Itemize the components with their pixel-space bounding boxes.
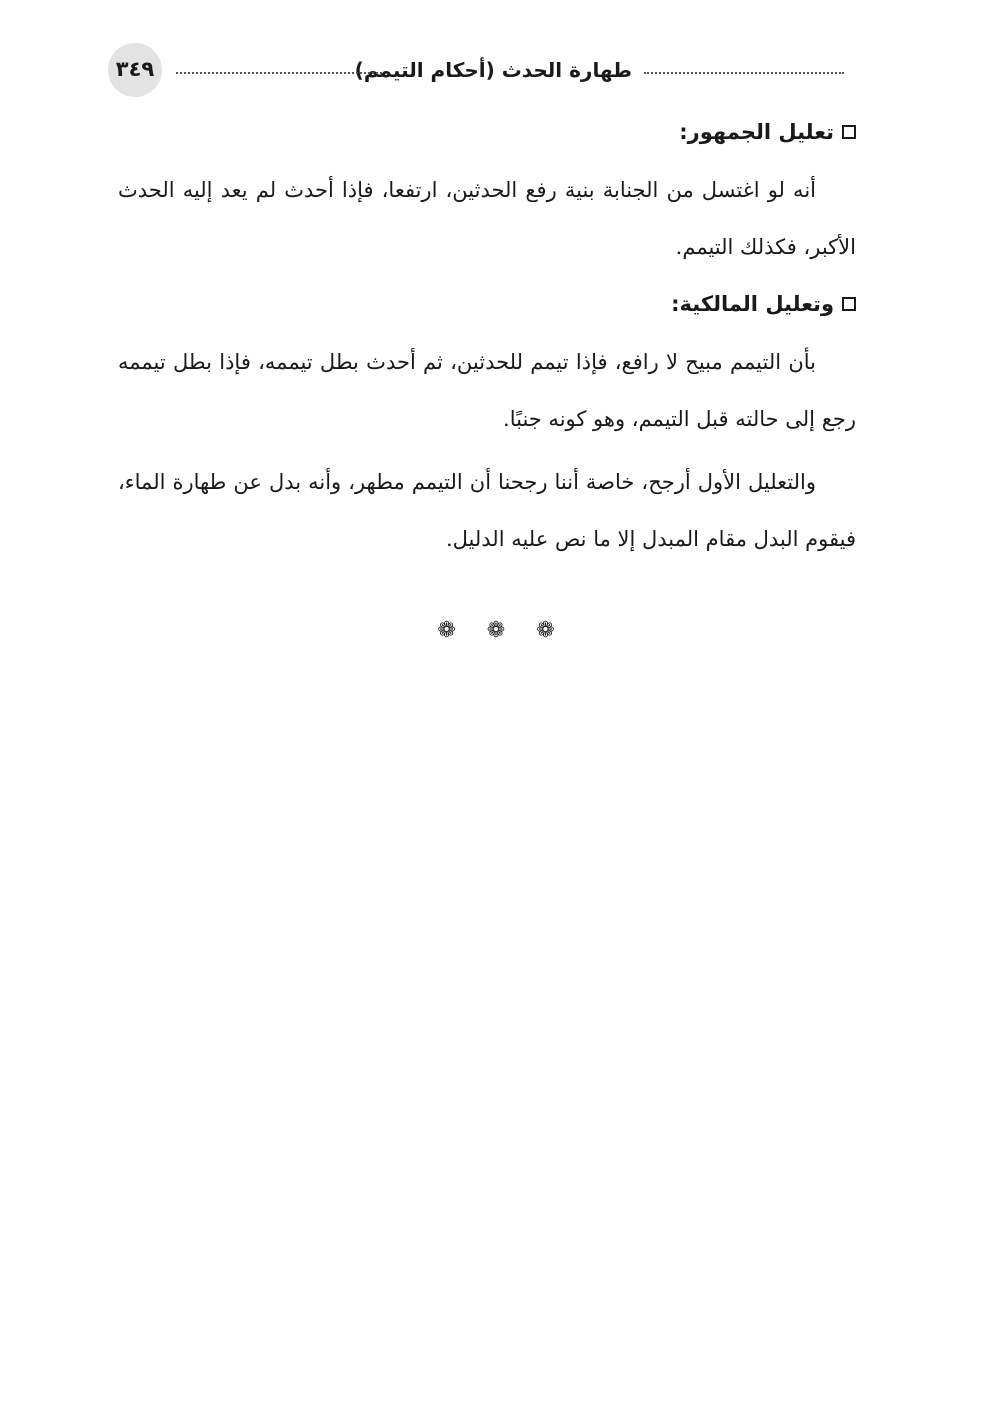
paragraph: والتعليل الأول أرجح، خاصة أننا رجحنا أن التيمم مطهر، وأنه بدل عن طهارة الماء، فيقوم البدل مقام المبدل إلا ما نص عليه الدليل. [118, 470, 856, 551]
header-dotted-leader-left [176, 72, 382, 74]
section-heading-jumhur [118, 112, 856, 152]
flower-ornament-icon: ❁ [486, 618, 518, 643]
paragraph: أنه لو اغتسل من الجنابة بنية رفع الحدثين، ارتفعا، فإذا أحدث لم يعد إليه الحدث الأكبر، فكذلك التيمم. [118, 178, 856, 259]
paragraph: بأن التيمم مبيح لا رافع، فإذا تيمم للحدثين، ثم أحدث بطل تيممه، فإذا بطل تيممه رجع إلى حالته قبل التيمم، وهو كونه جنبًا. [118, 350, 856, 431]
section-end-ornaments [0, 618, 1004, 643]
checkbox-icon [842, 125, 856, 139]
section-heading-text: وتعليل المالكية: [671, 292, 834, 316]
header-dotted-leader-right [644, 72, 844, 74]
flower-ornament-icon: ❁ [536, 618, 567, 643]
page-content [118, 112, 856, 576]
section-heading-text: تعليل الجمهور: [679, 120, 834, 144]
page-header [108, 46, 844, 96]
checkbox-icon [842, 297, 856, 311]
flower-ornament-icon: ❁ [437, 618, 468, 643]
section-heading-malikiyya [118, 284, 856, 324]
page-number: ٣٤٩ [108, 43, 162, 97]
running-title: طهارة الحدث (أحكام التيمم) [349, 56, 638, 84]
